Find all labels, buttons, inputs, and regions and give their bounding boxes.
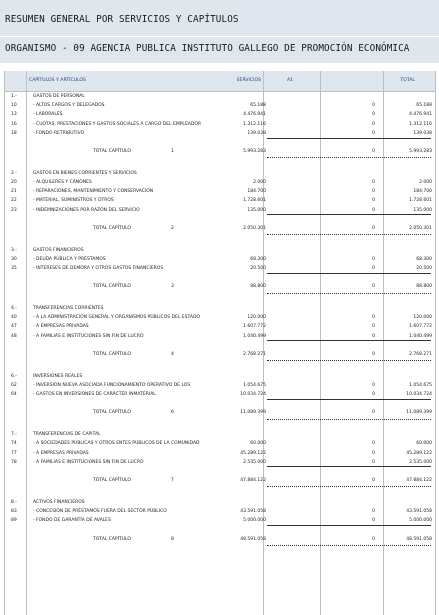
chapter-name: GASTOS DE PERSONAL	[33, 94, 85, 99]
organismo-label: ORGANISMO - 09 AGENCIA PUBLICA INSTITUTO GALLEGO DE PROMOCIÓN ECONÓMICA	[5, 43, 410, 54]
chapter-total-number: 6	[171, 410, 174, 416]
chapter-total-row	[5, 408, 435, 417]
table-row	[5, 101, 435, 110]
total-amount: 20.500	[416, 266, 432, 272]
organismo-bar	[0, 37, 439, 63]
table-row	[5, 439, 435, 448]
service-amount: 0	[372, 130, 375, 136]
article-description: - ALQUILERES Y CÁNONES	[33, 180, 92, 186]
article-description: - A SOCIEDADES PÚBLICAS Y OTROS ENTES PÚBLICOS DE LA COMUNIDAD	[33, 441, 200, 447]
table-row	[5, 516, 435, 525]
a1-amount: 1.607.772	[243, 324, 266, 330]
service-amount: 0	[372, 121, 375, 127]
article-code: 30	[11, 256, 17, 262]
article-description: - INVERSIÓN NUEVA ASOCIADA FUNCIONAMIENTO OPERATIVO DE LOS	[33, 382, 191, 388]
a1-amount: 20.500	[250, 266, 266, 272]
service-amount: 0	[372, 392, 375, 398]
chapter-total-a1: 47.884.122	[240, 478, 266, 484]
service-amount: 0	[372, 103, 375, 109]
a1-amount: 184.700	[247, 189, 266, 195]
column-header-row	[5, 71, 435, 92]
chapter-heading-row	[5, 304, 435, 313]
service-amount: 0	[372, 459, 375, 465]
chapter-total-amount: 2.768.271	[409, 352, 432, 358]
article-code: 47	[11, 324, 17, 330]
a1-amount: 60.000	[250, 441, 266, 447]
subtotal-rule	[267, 525, 431, 526]
total-amount: 5.000.000	[409, 518, 432, 524]
chapter-total-amount: 5.993.283	[409, 149, 432, 155]
a1-amount: 45.289.122	[240, 450, 266, 456]
total-amount: 1.054.675	[409, 382, 432, 388]
chapter-total-label: TOTAL CAPÍTULO	[93, 149, 131, 155]
chapter-name: INVERSIONES REALES	[33, 373, 83, 379]
chapter-total-a1: 2.768.271	[243, 352, 266, 358]
report-title: RESUMEN GENERAL POR SERVICIOS Y CAPÍTULOS	[5, 14, 239, 25]
article-code: 22	[11, 198, 17, 204]
service-amount: 0	[372, 315, 375, 321]
service-amount: 0	[372, 207, 375, 213]
total-amount: 4.476.941	[409, 112, 432, 118]
column-header-total: TOTAL	[400, 78, 415, 83]
total-amount: 43.591.058	[406, 508, 432, 514]
chapter-separator	[267, 486, 431, 487]
chapter-code: 7.-	[11, 432, 17, 438]
chapter-total-a1: 88.800	[250, 284, 266, 290]
chapter-heading-row	[5, 430, 435, 439]
table-row	[5, 507, 435, 516]
service-amount: 0	[372, 441, 375, 447]
report-title-bar	[0, 0, 439, 36]
service-amount: 0	[372, 266, 375, 272]
article-description: - REPARACIONES, MANTENIMIENTO Y CONSERVACIÓN	[33, 189, 154, 195]
article-code: 21	[11, 189, 17, 195]
a1-amount: 2.535.000	[243, 459, 266, 465]
chapter-total-a1: 11.089.399	[240, 410, 266, 416]
chapter-total-number: 7	[171, 478, 174, 484]
total-amount: 60.000	[416, 441, 432, 447]
article-description: - GASTOS EN INVERSIONES DE CARÁCTER INMATERIAL	[33, 392, 156, 398]
article-description: - A FAMILIAS E INSTITUCIONES SIN FIN DE LUCRO	[33, 459, 144, 465]
chapter-heading-row	[5, 498, 435, 507]
service-amount: 0	[372, 324, 375, 330]
chapter-total-amount: 88.800	[416, 284, 432, 290]
a1-amount: 1.728.601	[243, 198, 266, 204]
table-row	[5, 390, 435, 399]
article-code: 74	[11, 441, 17, 447]
total-amount: 1.312.116	[409, 121, 432, 127]
article-code: 13	[11, 112, 17, 118]
service-amount: 0	[372, 256, 375, 262]
table-row	[5, 129, 435, 138]
subtotal-rule	[267, 399, 431, 400]
chapter-separator	[267, 545, 431, 546]
article-description: - DEUDA PÚBLICA Y PRÉSTAMOS	[33, 256, 106, 262]
chapter-name: GASTOS EN BIENES CORRIENTES Y SERVICIOS	[33, 170, 137, 176]
chapter-name: TRANSFERENCIAS CORRIENTES	[33, 306, 104, 312]
article-code: 40	[11, 315, 17, 321]
chapter-heading-row	[5, 372, 435, 381]
article-code: 83	[11, 508, 17, 514]
a1-amount: 1.312.116	[243, 121, 266, 127]
chapter-total-number: 8	[171, 536, 174, 542]
a1-amount: 1.054.675	[243, 382, 266, 388]
chapter-total-services: 0	[372, 284, 375, 290]
total-amount: 1.728.601	[409, 198, 432, 204]
table-row	[5, 178, 435, 187]
chapter-total-amount: 47.884.122	[406, 478, 432, 484]
chapter-total-amount: 11.089.399	[406, 410, 432, 416]
table-row	[5, 322, 435, 331]
budget-table	[4, 71, 436, 615]
a1-amount: 4.476.941	[243, 112, 266, 118]
table-row	[5, 120, 435, 129]
article-description: - INDEMNIZACIONES POR RAZÓN DEL SERVICIO	[33, 207, 140, 213]
article-description: - INTERESES DE DEMORA Y OTROS GASTOS FINANCIEROS	[33, 266, 164, 272]
chapter-total-row	[5, 282, 435, 291]
subtotal-rule	[267, 340, 431, 341]
chapter-total-label: TOTAL CAPÍTULO	[93, 536, 131, 542]
table-row	[5, 110, 435, 119]
table-row	[5, 264, 435, 273]
chapter-total-number: 4	[171, 352, 174, 358]
table-row	[5, 255, 435, 264]
subtotal-rule	[267, 214, 431, 215]
chapter-total-a1: 48.591.058	[240, 536, 266, 542]
chapter-total-services: 0	[372, 410, 375, 416]
a1-amount: 2.000	[253, 180, 266, 186]
table-row	[5, 187, 435, 196]
total-amount: 139.038	[413, 130, 432, 136]
service-amount: 0	[372, 112, 375, 118]
column-header-servicios: SERVICIOS	[236, 78, 261, 83]
article-description: - LABORALES	[33, 112, 63, 118]
chapter-total-number: 3	[171, 284, 174, 290]
chapter-separator	[267, 419, 431, 420]
total-amount: 135.000	[413, 207, 432, 213]
article-code: 89	[11, 518, 17, 524]
article-code: 78	[11, 459, 17, 465]
chapter-name: TRANSFERENCIAS DE CAPITAL	[33, 432, 101, 438]
total-amount: 120.000	[413, 315, 432, 321]
article-description: - A EMPRESAS PRIVADAS	[33, 324, 89, 330]
subtotal-rule	[267, 466, 431, 467]
total-amount: 68.300	[416, 256, 432, 262]
chapter-total-row	[5, 350, 435, 359]
service-amount: 0	[372, 189, 375, 195]
table-row	[5, 313, 435, 322]
chapter-total-amount: 2.050.301	[409, 226, 432, 232]
service-amount: 0	[372, 180, 375, 186]
chapter-total-a1: 5.993.283	[243, 149, 266, 155]
article-code: 35	[11, 266, 17, 272]
article-description: - CONCESIÓN DE PRÉSTAMOS FUERA DEL SECTOR PÚBLICO	[33, 508, 167, 514]
table-row	[5, 196, 435, 205]
chapter-separator	[267, 234, 431, 235]
table-row	[5, 458, 435, 467]
table-row	[5, 206, 435, 215]
service-amount: 0	[372, 198, 375, 204]
chapter-total-label: TOTAL CAPÍTULO	[93, 284, 131, 290]
article-code: 48	[11, 333, 17, 339]
total-amount: 2.535.000	[409, 459, 432, 465]
chapter-code: 8.-	[11, 499, 17, 505]
article-description: - CUOTAS, PRESTACIONES Y GASTOS SOCIALES A CARGO DEL EMPLEADOR	[33, 121, 201, 127]
chapter-total-amount: 48.591.058	[406, 536, 432, 542]
article-code: 62	[11, 382, 17, 388]
a1-amount: 65.188	[250, 103, 266, 109]
service-amount: 0	[372, 333, 375, 339]
article-code: 18	[11, 130, 17, 136]
chapter-total-number: 1	[171, 149, 174, 155]
chapter-total-services: 0	[372, 149, 375, 155]
article-description: - FONDO DE GARANTÍA DE AVALES	[33, 518, 111, 524]
chapter-code: 4.-	[11, 306, 17, 312]
article-description: - ALTOS CARGOS Y DELEGADOS	[33, 103, 105, 109]
table-row	[5, 381, 435, 390]
chapter-code: 3.-	[11, 247, 17, 253]
a1-amount: 43.591.058	[240, 508, 266, 514]
a1-amount: 1.040.499	[243, 333, 266, 339]
chapter-total-label: TOTAL CAPÍTULO	[93, 226, 131, 232]
chapter-separator	[267, 157, 431, 158]
article-description: - FONDO RETRIBUTIVO	[33, 130, 85, 136]
chapter-name: GASTOS FINANCIEROS	[33, 247, 84, 253]
article-code: 10	[11, 103, 17, 109]
a1-amount: 5.000.000	[243, 518, 266, 524]
article-code: 64	[11, 392, 17, 398]
article-code: 20	[11, 180, 17, 186]
chapter-total-row	[5, 535, 435, 544]
chapter-total-row	[5, 224, 435, 233]
column-header-capitulos: CAPÍTULOS Y ARTÍCULOS	[29, 78, 86, 83]
chapter-total-label: TOTAL CAPÍTULO	[93, 352, 131, 358]
total-amount: 45.289.122	[406, 450, 432, 456]
article-code: 23	[11, 207, 17, 213]
table-row	[5, 449, 435, 458]
total-amount: 65.188	[416, 103, 432, 109]
a1-amount: 135.000	[247, 207, 266, 213]
article-description: - MATERIAL, SUMINISTROS Y OTROS	[33, 198, 114, 204]
total-amount: 1.040.499	[409, 333, 432, 339]
article-description: - A FAMILIAS E INSTITUCIONES SIN FIN DE LUCRO	[33, 333, 144, 339]
chapter-code: 6.-	[11, 373, 17, 379]
column-header-a1: A1	[287, 78, 294, 83]
subtotal-rule	[267, 138, 431, 139]
subtotal-rule	[267, 273, 431, 274]
chapter-total-number: 2	[171, 226, 174, 232]
service-amount: 0	[372, 508, 375, 514]
a1-amount: 68.300	[250, 256, 266, 262]
article-code: 77	[11, 450, 17, 456]
service-amount: 0	[372, 382, 375, 388]
article-code: 16	[11, 121, 17, 127]
total-amount: 184.700	[413, 189, 432, 195]
service-amount: 0	[372, 518, 375, 524]
a1-amount: 139.038	[247, 130, 266, 136]
chapter-heading-row	[5, 92, 435, 101]
article-description: - A LA ADMINISTRACIÓN GENERAL Y ORGANISMOS PÚBLICOS DEL ESTADO	[33, 315, 200, 321]
service-amount: 0	[372, 450, 375, 456]
chapter-code: 2.-	[11, 170, 17, 176]
chapter-total-services: 0	[372, 536, 375, 542]
total-amount: 2.000	[419, 180, 432, 186]
chapter-name: ACTIVOS FINANCIEROS	[33, 499, 85, 505]
chapter-separator	[267, 360, 431, 361]
a1-amount: 10.034.724	[240, 392, 266, 398]
chapter-total-services: 0	[372, 226, 375, 232]
chapter-total-row	[5, 476, 435, 485]
table-row	[5, 332, 435, 341]
total-amount: 1.607.772	[409, 324, 432, 330]
chapter-heading-row	[5, 246, 435, 255]
a1-amount: 120.000	[247, 315, 266, 321]
article-description: - A EMPRESAS PRIVADAS	[33, 450, 89, 456]
chapter-total-row	[5, 147, 435, 156]
chapter-total-a1: 2.050.301	[243, 226, 266, 232]
chapter-total-label: TOTAL CAPÍTULO	[93, 410, 131, 416]
chapter-total-label: TOTAL CAPÍTULO	[93, 478, 131, 484]
chapter-total-services: 0	[372, 352, 375, 358]
chapter-heading-row	[5, 169, 435, 178]
chapter-code: 1.-	[11, 94, 17, 99]
total-amount: 10.034.724	[406, 392, 432, 398]
chapter-separator	[267, 293, 431, 294]
chapter-total-services: 0	[372, 478, 375, 484]
